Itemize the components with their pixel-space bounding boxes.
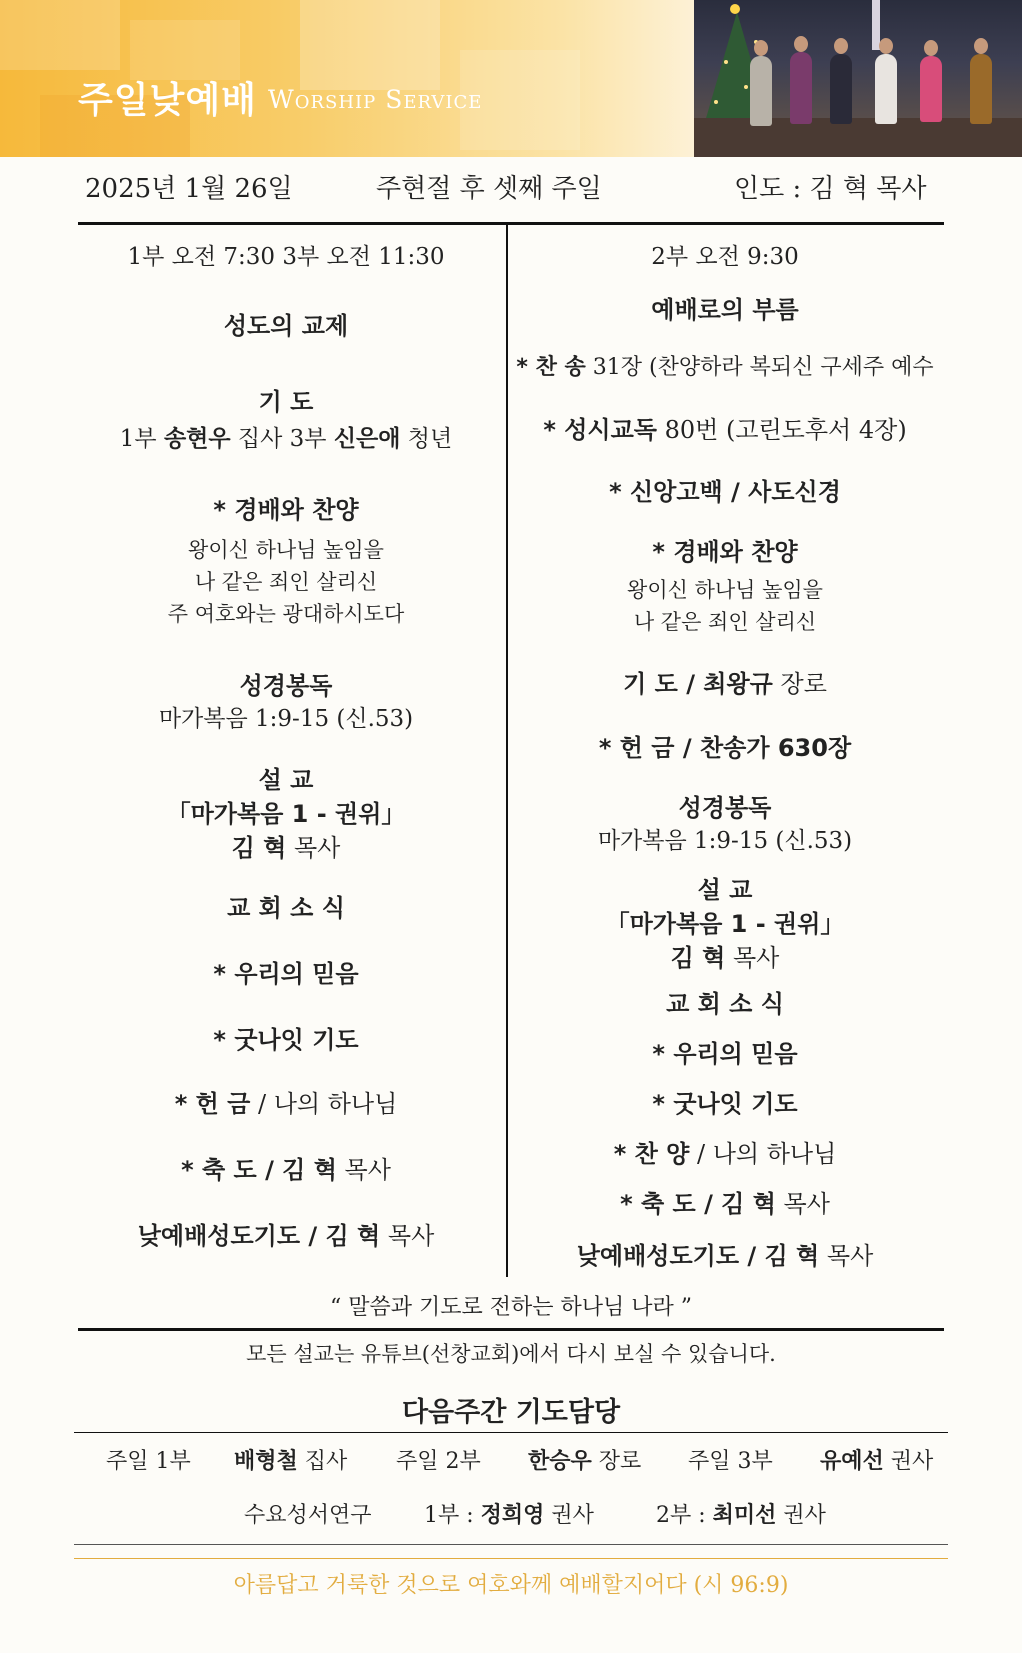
prayer-person: 1부 : 정희영 권사 — [424, 1503, 594, 1528]
right-sermon-name: 「마가복음 1 - 권위」 — [605, 910, 845, 938]
left-scripture-title: 성경봉독 — [239, 672, 333, 700]
footer-bible-verse: 아름답고 거룩한 것으로 여호와께 예배할지어다 (시 96:9) — [233, 1573, 789, 1598]
page-title: 주일낮예배 — [78, 80, 257, 121]
prayer-label: 수요성서연구 — [244, 1503, 372, 1528]
right-column — [508, 0, 942, 1280]
right-goodnight-prayer: * 굿나잇 기도 — [652, 1090, 798, 1118]
left-column — [80, 0, 492, 1280]
right-scripture-ref: 마가복음 1:9-15 (신.53) — [597, 828, 853, 854]
left-church-news: 교 회 소 식 — [227, 894, 345, 922]
singer-head — [974, 38, 988, 54]
right-closing-prayer: 낮예배성도기도 / 김 혁 목사 — [576, 1242, 874, 1270]
left-praise-song: 왕이신 하나님 높임을 — [188, 538, 384, 562]
left-offering: * 헌 금 / 나의 하나님 — [174, 1090, 398, 1118]
prayer-label: 주일 3부 — [688, 1449, 773, 1474]
left-praise-song: 주 여호와는 광대하시도다 — [167, 602, 405, 626]
church-motto: “ 말씀과 기도로 전하는 하나님 나라 ” — [330, 1295, 692, 1320]
left-service-time: 1부 오전 7:30 3부 오전 11:30 — [127, 244, 445, 270]
left-prayer-title: 기 도 — [258, 388, 314, 416]
prayer-table-bottom-rule — [74, 1544, 948, 1545]
gold-rule — [74, 1558, 948, 1559]
left-prayer-name-1: 송현우 — [163, 426, 231, 452]
service-date: 2025년 1월 26일 — [85, 174, 293, 204]
left-prayer-leaders: 1부 송현우 집사 3부 신은애 청년 — [119, 426, 453, 452]
right-call-to-worship: 예배로의 부름 — [651, 296, 799, 324]
left-sermon-name: 「마가복음 1 - 권위」 — [166, 800, 406, 828]
right-service-time: 2부 오전 9:30 — [651, 244, 799, 270]
prayer-person: 유예선 권사 — [820, 1449, 934, 1474]
left-fellowship: 성도의 교제 — [223, 312, 349, 340]
right-prayer: 기 도 / 최왕규 장로 — [623, 670, 827, 698]
right-praise-song: 나 같은 죄인 살리신 — [633, 610, 817, 634]
prayer-label: 주일 1부 — [106, 1449, 191, 1474]
left-closing-prayer: 낮예배성도기도 / 김 혁 목사 — [137, 1222, 435, 1250]
left-prayer-name-2: 신은애 — [333, 426, 401, 452]
right-hymn: * 찬 송 31장 (찬양하라 복되신 구세주 예수 — [516, 355, 934, 380]
prayer-row-sunday — [74, 1444, 948, 1478]
right-our-faith: * 우리의 믿음 — [652, 1040, 798, 1068]
right-creed: * 신앙고백 / 사도신경 — [609, 478, 841, 506]
prayer-table-top-rule — [74, 1432, 948, 1433]
right-sermon-title: 설 교 — [697, 876, 753, 904]
right-hymn-2: * 찬 양 / 나의 하나님 — [613, 1140, 837, 1168]
left-scripture-ref: 마가복음 1:9-15 (신.53) — [158, 706, 414, 732]
service-leader: 인도 : 김 혁 목사 — [734, 174, 927, 204]
prayer-label: 주일 2부 — [396, 1449, 481, 1474]
right-praise-title: * 경배와 찬양 — [652, 538, 798, 566]
left-benediction: * 축 도 / 김 혁 목사 — [181, 1156, 391, 1184]
singer-figure — [970, 54, 992, 124]
right-sermon-pastor: 김 혁 목사 — [670, 944, 780, 972]
left-our-faith: * 우리의 믿음 — [213, 960, 359, 988]
right-offering: * 헌 금 / 찬송가 630장 — [598, 734, 852, 762]
right-church-news: 교 회 소 식 — [666, 990, 784, 1018]
prayer-person: 2부 : 최미선 권사 — [656, 1503, 826, 1528]
page-subtitle: Worship Service — [268, 85, 483, 114]
left-goodnight-prayer: * 굿나잇 기도 — [213, 1026, 359, 1054]
next-week-title: 다음주간 기도담당 — [401, 1397, 621, 1428]
left-sermon-pastor: 김 혁 목사 — [231, 834, 341, 862]
right-praise-song: 왕이신 하나님 높임을 — [627, 578, 823, 602]
liturgical-sunday: 주현절 후 셋째 주일 — [376, 174, 602, 204]
youtube-note: 모든 설교는 유튜브(선창교회)에서 다시 보실 수 있습니다. — [246, 1342, 776, 1366]
right-scripture-title: 성경봉독 — [678, 794, 772, 822]
right-benediction: * 축 도 / 김 혁 목사 — [620, 1190, 830, 1218]
right-responsive-reading: * 성시교독 80번 (고린도후서 4장) — [543, 416, 907, 444]
prayer-person: 한승우 장로 — [528, 1449, 642, 1474]
bottom-divider — [78, 1328, 944, 1331]
left-praise-title: * 경배와 찬양 — [213, 496, 359, 524]
prayer-person: 배형철 집사 — [234, 1449, 348, 1474]
prayer-row-wednesday — [74, 1498, 948, 1532]
left-sermon-title: 설 교 — [258, 766, 314, 794]
left-praise-song: 나 같은 죄인 살리신 — [194, 570, 378, 594]
